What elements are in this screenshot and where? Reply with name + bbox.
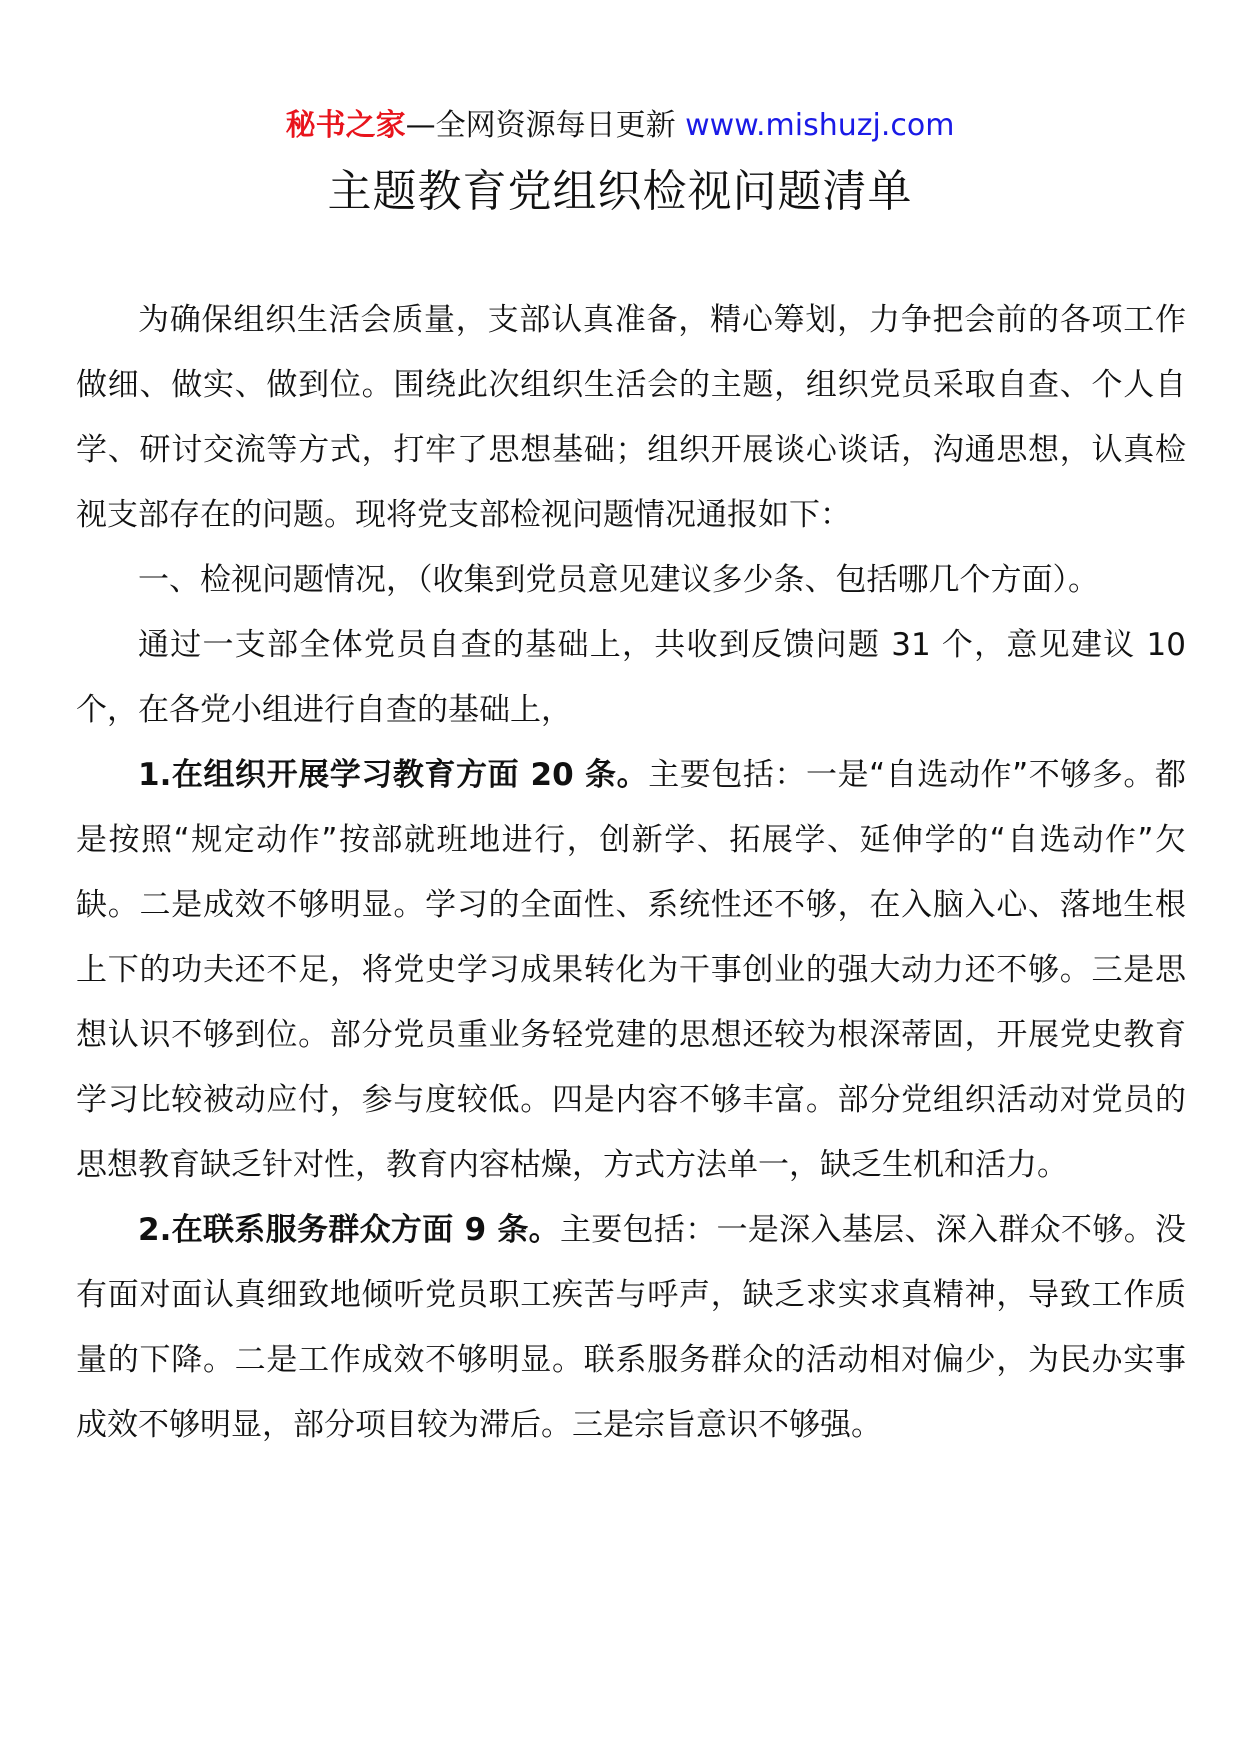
document-body xyxy=(76,288,1186,1458)
site-slogan: —全网资源每日更新 xyxy=(405,108,686,143)
item-heading-service: 2.在联系服务群众方面 9 条。 xyxy=(138,1212,560,1248)
section-summary-paragraph: 通过一支部全体党员自查的基础上，共收到反馈问题 31 个，意见建议 10 个，在各党小组进行自查的基础上， xyxy=(76,627,1186,728)
intro-paragraph: 为确保组织生活会质量，支部认真准备，精心筹划，力争把会前的各项工作做细、做实、做到位。围绕此次组织生活会的主题，组织党员采取自查、个人自学、研讨交流等方式，打牢了思想基础；组织开展谈心谈话，沟通思想，认真检视支部存在的问题。现将党支部检视问题情况通报如下： xyxy=(76,302,1186,533)
item-heading-study: 1.在组织开展学习教育方面 20 条。 xyxy=(138,757,649,793)
item-paragraph-service xyxy=(76,1198,1186,1458)
item-paragraph-study xyxy=(76,743,1186,1198)
site-name: 秘书之家 xyxy=(285,108,406,143)
item-body-study: 主要包括：一是“自选动作”不够多。都是按照“规定动作”按部就班地进行，创新学、拓展学、延伸学的“自选动作”欠缺。二是成效不够明显。学习的全面性、系统性还不够，在入脑入心、落地生根上下的功夫还不足，将党史学习成果转化为干事创业的强大动力还不够。三是思想认识不够到位。部分党员重业务轻党建的思想还较为根深蒂固，开展党史教育学习比较被动应付，参与度较低。四是内容不够丰富。部分党组织活动对党员的思想教育缺乏针对性，教育内容枯燥，方式方法单一，缺乏生机和活力。 xyxy=(76,757,1186,1183)
item-body-service: 主要包括：一是深入基层、深入群众不够。没有面对面认真细致地倾听党员职工疾苦与呼声，缺乏求实求真精神，导致工作质量的下降。二是工作成效不够明显。联系服务群众的活动相对偏少，为民办实事成效不够明显，部分项目较为滞后。三是宗旨意识不够强。 xyxy=(76,1212,1187,1443)
site-header xyxy=(0,106,1240,146)
site-url-link[interactable]: www.mishuzj.com xyxy=(685,108,955,143)
document-title: 主题教育党组织检视问题清单 xyxy=(327,166,913,217)
section-heading: 一、检视问题情况，（收集到党员意见建议多少条、包括哪几个方面）。 xyxy=(138,562,1099,598)
